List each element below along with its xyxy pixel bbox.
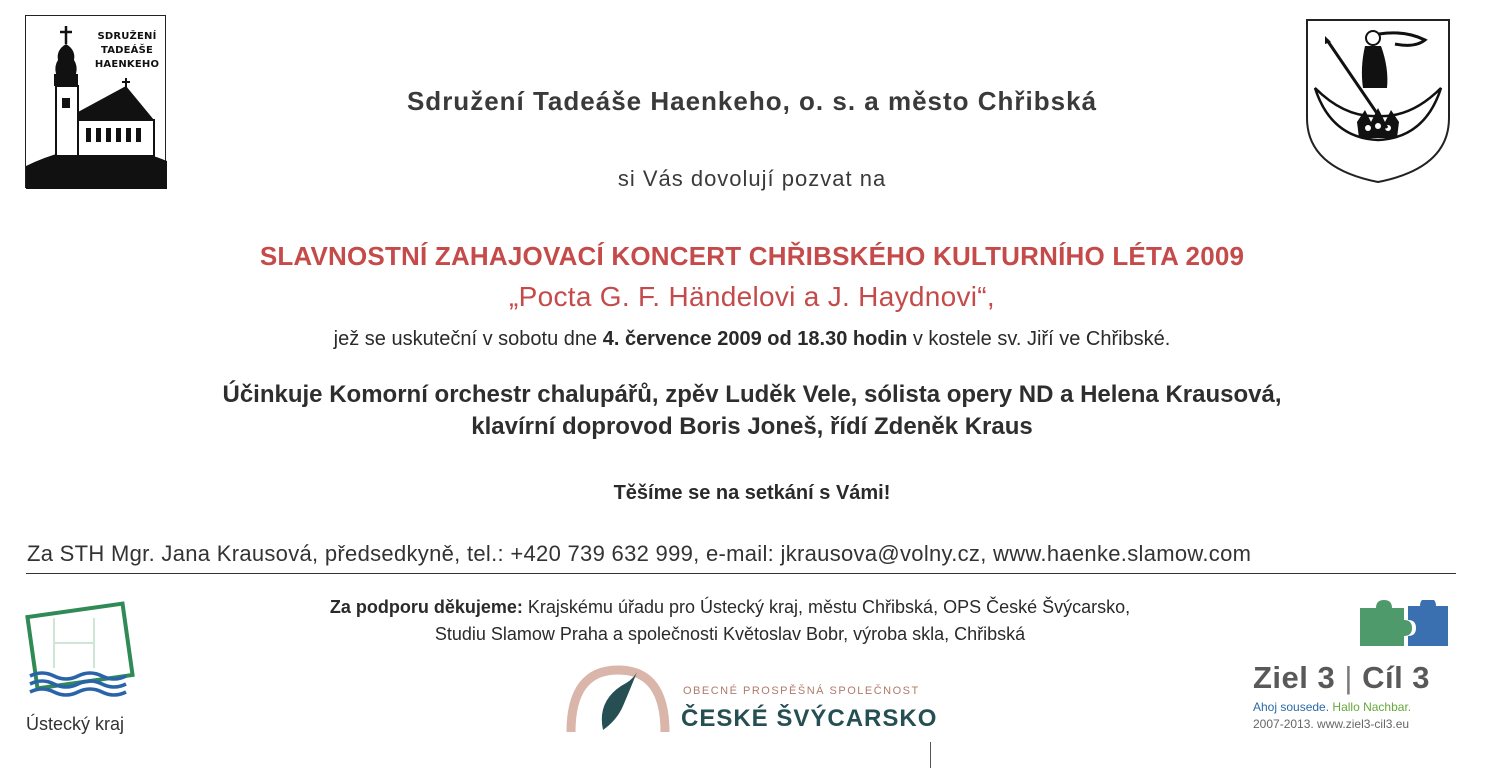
scan-edge-mark <box>930 742 931 768</box>
slogan-de: Hallo Nachbar. <box>1332 700 1412 714</box>
support-line <box>0 597 1460 618</box>
ops-name: ČESKÉ ŠVÝCARSKO <box>681 705 938 732</box>
event-date: 4. července 2009 od 18.30 hodin <box>602 328 908 350</box>
support-text: Krajskému úřadu pro Ústecký kraj, městu Chřibská, OPS České Švýcarsko, <box>527 597 1131 617</box>
concert-subtitle: „Pocta G. F. Händelovi a J. Haydnovi“, <box>508 281 996 312</box>
ops-ceske-svycarsko-logo-icon <box>563 662 673 734</box>
support-line: Studiu Slamow Praha a společnosti Květoslav Bobr, výroba skla, Chřibská <box>434 624 1026 644</box>
concert-title: SLAVNOSTNÍ ZAHAJOVACÍ KONCERT CHŘIBSKÉHO KULTURNÍHO LÉTA 2009 <box>259 241 1245 271</box>
ziel3-title <box>1253 660 1430 696</box>
contact-line: Za STH Mgr. Jana Krausová, předsedkyně, tel.: +420 739 632 999, e-mail: jkrausova@volny.cz, www.haenke.slamow.com <box>27 541 1252 566</box>
ziel3-right: Cíl 3 <box>1362 660 1431 695</box>
puzzle-pieces-icon <box>1358 600 1450 648</box>
divider <box>26 573 1456 574</box>
invite-text: si Vás dovolují pozvat na <box>617 166 887 191</box>
association-logo-text <box>92 30 162 72</box>
logo-text-line: TADEÁŠE <box>100 45 154 56</box>
greeting-text: Těšíme se na setkání s Vámi! <box>613 482 891 504</box>
ustecky-kraj-logo-icon <box>24 598 136 700</box>
ziel3-slogan <box>1253 700 1411 714</box>
logo-text-line: HAENKEHO <box>94 59 160 70</box>
logo-text-line: SDRUŽENÍ <box>97 31 157 42</box>
slogan-cz: Ahoj sousede. <box>1253 700 1330 714</box>
ustecky-kraj-label: Ústecký kraj <box>26 714 125 734</box>
ziel3-years: 2007-2013. www.ziel3-cil3.eu <box>1253 717 1410 731</box>
event-date-line <box>0 328 1504 351</box>
performers-line: klavírní doprovod Boris Joneš, řídí Zdeněk Kraus <box>471 413 1033 440</box>
support-label: Za podporu děkujeme: <box>329 597 523 617</box>
date-suffix: v kostele sv. Jiří ve Chřibské. <box>912 328 1171 350</box>
date-prefix: jež se uskuteční v sobotu dne <box>333 328 598 350</box>
ziel3-separator: | <box>1344 660 1353 695</box>
page-title: Sdružení Tadeáše Haenkeho, o. s. a město Chřibská <box>406 86 1098 116</box>
ops-small-text: OBECNÉ PROSPĚŠNÁ SPOLEČNOST <box>683 685 920 697</box>
ziel3-left: Ziel 3 <box>1253 660 1336 695</box>
performers-line: Účinkuje Komorní orchestr chalupářů, zpěv Luděk Vele, sólista opery ND a Helena Krausová, <box>222 381 1282 408</box>
